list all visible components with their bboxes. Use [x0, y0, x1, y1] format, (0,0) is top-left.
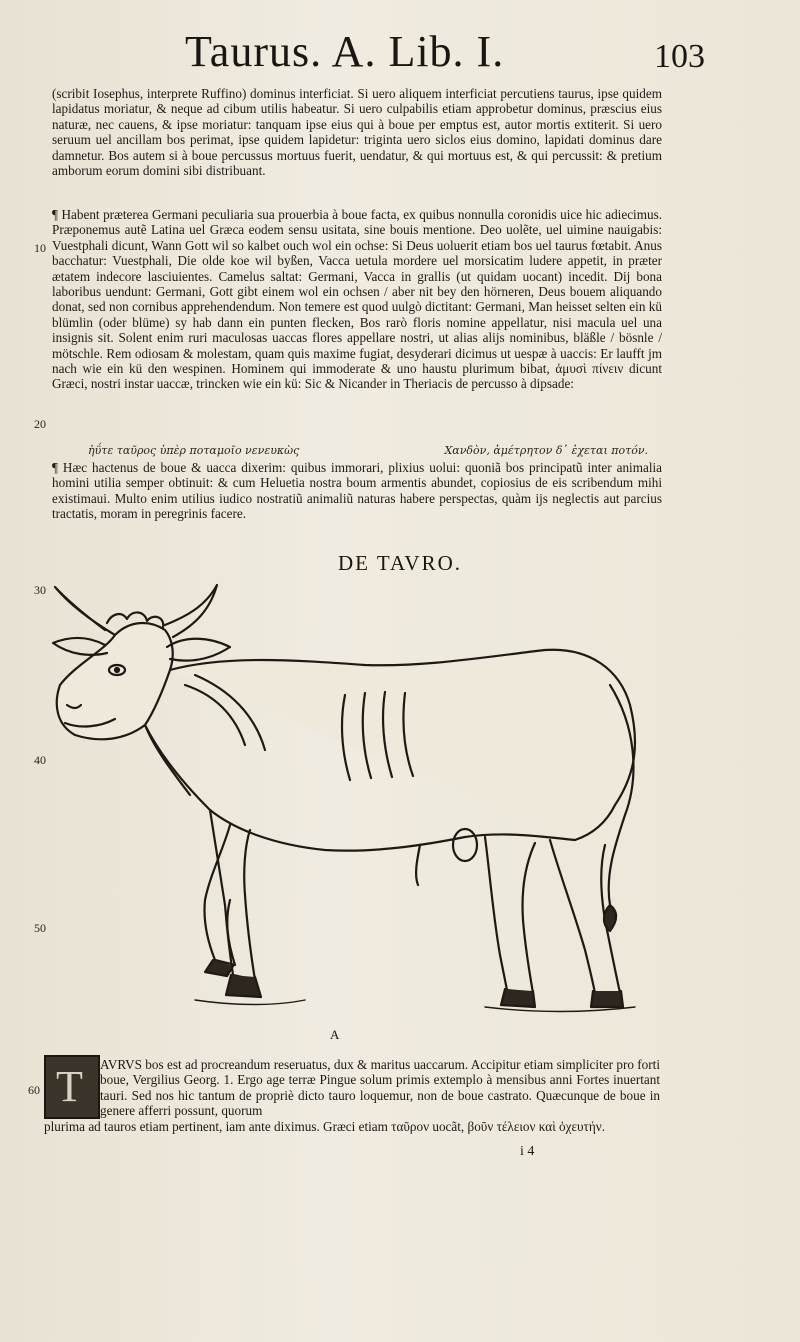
greek-right: Χανδὸν, ἀμέτρητον δ᾽ ἐχεται ποτόν.: [444, 444, 648, 457]
margin-number-60: 60: [28, 1083, 40, 1097]
bull-woodcut-illustration: [45, 575, 650, 1020]
paragraph-1-text: (scribit Iosephus, interprete Ruffino) dominus interficiat. Si uero aliquem interficiat percutiens taurus, ipse quidem lapidatus moriatur, & neque ad cibum utilis habeatur. Si uero culpabilis etiam approbetur dominus, præscius eius naturæ, nec cauens, & ipse moriatur: tanquam ipse eius qui à boue per emptus est, autor mortis extiterit. Si uero seruum uel ancillam bos perimat, ipse quidem lapidetur: triginta uero siclos eius domino, lapidati dominus dare damnetur. Bos autem si à boue percussus mortuus fuerit, uendatur, & qui mortuus est, & qui percussit: & pretium amborum eorum domini sibi distribuant.: [52, 86, 662, 179]
margin-number-20: 20: [34, 417, 46, 431]
signature-mark: i 4: [520, 1144, 535, 1159]
page-header: [185, 26, 705, 86]
margin-number-40: 40: [34, 753, 46, 767]
initial-letter: T: [56, 1062, 83, 1111]
paragraph-2: [52, 207, 662, 394]
paragraph-4-text: AVRVS bos est ad procreandum reseruatus, dux & maritus uaccarum. Accipitur etiam simpliciter pro forti boue, Vergilius Georg. 1. Ergo age terræ Pingue solum primis extemplo à mensibus anni Fortes inuertant tauri. Sed nos hic tantum de propriè dicto tauro loquemur, non de boue castrato. Quæcunque de boue in genere afferri possunt, quorum: [100, 1057, 660, 1119]
paragraph-3-text: ¶ Hæc hactenus de boue & uacca dixerim: quibus immorari, plixius uolui: quoniã bos principatũ inter animalia homini utilia semper obtinuit: & cum Heluetia nostra boum armentis abundet, copiosius de eis scribendum mihi existimaui. Multo enim utilius iudico nostratiũ animaliũ naturas habere perspectas, quàm ijs neglectis aut parcius tractatis, moram in peregrinis facere.: [52, 460, 662, 522]
greek-quotation: [88, 444, 648, 457]
paragraph-3: [52, 460, 662, 524]
paragraph-4: [100, 1057, 660, 1119]
paragraph-1: [52, 86, 662, 180]
running-title: Taurus. A. Lib. I.: [185, 27, 505, 76]
paragraph-2-text: ¶ Habent præterea Germani peculiaria sua prouerbia à boue facta, ex quibus nonnulla coronidis uice hic adiecimus. Præponemus autẽ Latina uel Græca eodem sensu usitata, sine bouis mentione. Deo uolẽte, uel uimine nauigabis: Vuestphali dicunt, Wann Gott wil so kalbet ouch wol ein ochse: Si Deus uoluerit etiam bos uel taurus fœtabit. Anus bacchatur: Vuestphali, Die olde koe wil byßen, Vacca uetula mordere uel morsicatim ludere appetit, in præter ætatem indecore lasciuientes. Camelus saltat: Germani, Vacca in grallis (ut quidam uocant) incedit. Dij bona laboribus uendunt: Germani, Gott gibt einem wol ein ochsen / aber nit bey den hörneren, Deus bouem aliquando donat, sed non cornibus apprehendendum. Non temere est quod uulgò dictitant: Germani, Man heisset selten ein kü blümlin (oder blüme) sy hab dann ein punten flecken, Bos rarò floris nomine appellatur, nisi macula uel una insignis sit. Solent enim ruri maculosas uaccas flores appellare nostri, ut alias alijs nominibus, bläßle / bösnle / mötschle. Rem odiosam & molestam, quam quis maxime fugiat, desyderari dicimus ut uespæ à uaccis: Er laufft jm nach wie ein kü den wespinen. Hominem qui immoderate & uno haustu plurimum bibat, ἀμυσὶ πίνειν dicunt Græci, nostri instar uaccæ, trincken wie ein kü: Sic & Nicander in Theriacis de percusso à dipsade:: [52, 207, 662, 392]
margin-number-10: 10: [34, 241, 46, 255]
margin-number-30: 30: [34, 583, 46, 597]
page-number: 103: [654, 38, 705, 75]
decorated-initial: [44, 1055, 100, 1119]
paragraph-4-continued: [44, 1119, 660, 1134]
section-title: DE TAVRO.: [337, 551, 463, 575]
greek-left: ἠΰτε ταῦρος ὑπὲρ ποταμοῖο νενευκὼς: [88, 444, 300, 457]
paragraph-4-continued-text: plurima ad tauros etiam pertinent, iam ante diximus. Græci etiam ταῦρον uocãt, βοῦν τέλειον καὶ ὀχευτήν.: [44, 1119, 606, 1134]
figure-letter: A: [330, 1027, 340, 1042]
margin-number-50: 50: [34, 921, 46, 935]
